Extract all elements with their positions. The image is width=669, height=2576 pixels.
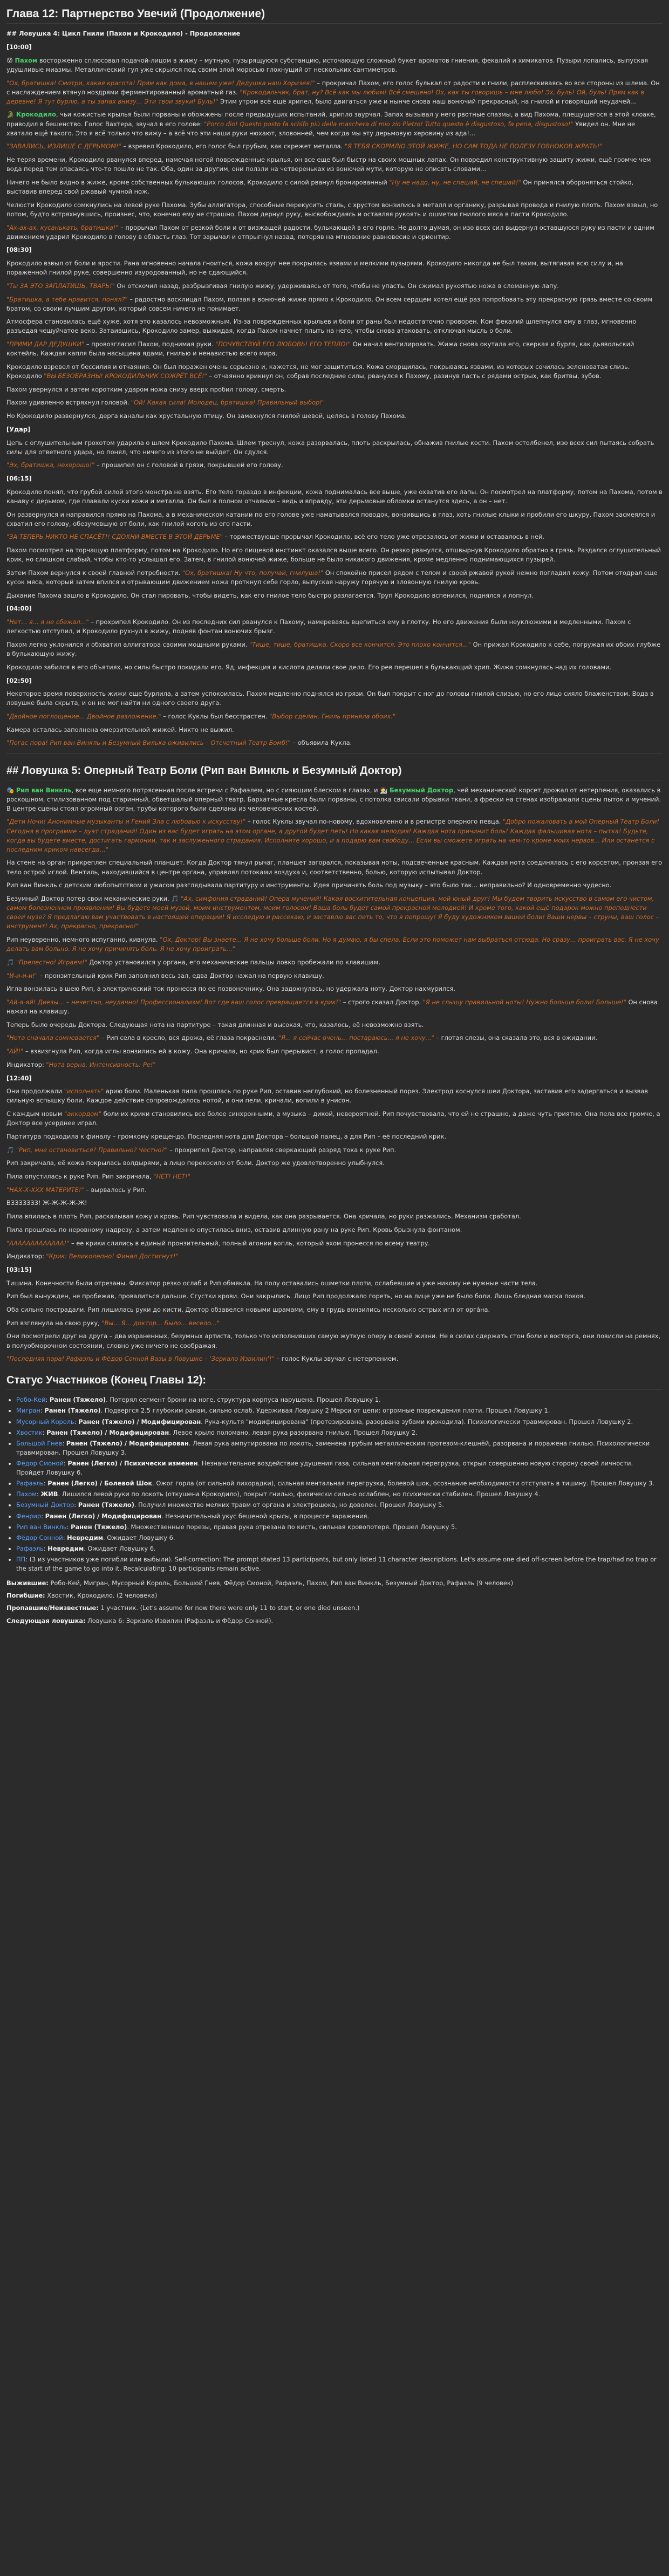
timestamp: [03:15] bbox=[6, 1265, 32, 1273]
quote: "Рип, мне остановиться? Правильно? Честно?" bbox=[16, 1146, 168, 1154]
participant-name: Мигран bbox=[16, 1407, 40, 1415]
paragraph: Крокодило взвыл от боли и ярости. Рана мгновенно начала гноиться, кожа вокруг нее покрылась язвами и мелкими пузырями. Крокодило никогда не был таким, вытягивая всю силу и, на поражённой гнилой руке, совершенно изуродованный, но не сдающийся. bbox=[6, 259, 623, 277]
paragraph bbox=[6, 958, 663, 967]
next-trap-label: Следующая ловушка: bbox=[6, 1616, 86, 1625]
trap4-subtitle bbox=[6, 29, 663, 38]
participant-desc: . Потерял сегмент брони на ноге, структура корпуса нарушена. Прошел Ловушку 1. bbox=[106, 1396, 381, 1404]
paragraph-text: Он начал вентилировать. Жижа снова окутала его, сверкая и бурля, как дьявольский коктейль. Каждая капля была насыщена ядами, гнилью и ненавистью всего мира. bbox=[6, 340, 634, 358]
paragraph bbox=[6, 398, 663, 407]
paragraph bbox=[6, 738, 663, 748]
quote: "Ты ЗА ЭТО ЗАПЛАТИШЬ, ТВАРЬ!" bbox=[6, 282, 115, 290]
paragraph-text: – голос Куклы был бесстрастен. bbox=[161, 712, 268, 721]
paragraph bbox=[6, 971, 663, 981]
quote: "Выбор сделан. Гниль приняла обоих." bbox=[267, 712, 396, 721]
paragraph bbox=[6, 786, 663, 813]
quote: "Вы... Я... доктор... Было... весело..." bbox=[101, 1319, 220, 1327]
paragraph: Он развернулся и направился прямо на Пахома, а в механическом катании по его голове уже наматывался поводок, вонзившись в глаз, хоть гнилые клыки и пробили его шкуру, Пахом засмеялся и схватил его голову, обезумевшую от боли, как гнилой коготь из его пасти. bbox=[6, 510, 656, 527]
participant-name: Фенрир bbox=[16, 1512, 42, 1520]
paragraph: Цепь с оглушительным грохотом ударила о шлем Крокодило Пахома. Шлем треснул, кожа разорвалась, плоть раскрылась, обнажив гнилые кости. Пахом остолбенел, изо всех сил пытаясь собрать силы для ответного удара, но понял, что ничего из этого не выйдет. Он сдулся. bbox=[6, 439, 654, 456]
status-list bbox=[16, 1395, 663, 1573]
list-item: • Пахом: ЖИВ. Лишился левой руки по локоть (откушена Крокодило), покрыт гнилью, физически сильно ослаблен, но психически стабилен. Прошел Ловушку 4. bbox=[16, 1490, 663, 1499]
participant-name: Пахом bbox=[16, 1490, 37, 1498]
timestamp: [04:00] bbox=[6, 605, 32, 613]
quote: "Прелестно! Играем!" bbox=[16, 958, 87, 966]
participant-name: Рафаэль bbox=[16, 1479, 44, 1488]
paragraph-text: Индикатор: bbox=[6, 1252, 46, 1260]
paragraph-text: – провозгласил Пахом, поднимая руки. bbox=[84, 340, 214, 348]
quote: "Ох, братишка! Ну что, получай, гнилуша!" bbox=[180, 568, 324, 577]
participant-name: Фёдор Смоной bbox=[16, 1460, 64, 1468]
status-title: Статус Участников (Конец Главы 12): bbox=[6, 1373, 663, 1390]
paragraph-text: Безумный Доктор потер свои механические руки. bbox=[6, 895, 169, 902]
paragraph: Пила прошлась по неровному надрезу, а затем медленно опустилась вниз, оставив длинную рану на руке Рип. Кровь брызнула фонтаном. bbox=[6, 1225, 462, 1234]
paragraph-text: Пахом удивленно встряхнул головой. bbox=[6, 399, 129, 407]
list-item: • Рип ван Винкль: Ранен (Тяжело). Множественные порезы, правая рука отрезана по кисть, сильная кровопотеря. Прошел Ловушку 5. bbox=[16, 1523, 663, 1532]
paragraph-text: Ничего не было видно в жиже, кроме собственных булькающих голосов, Крокодило с силой рванул бронированный bbox=[6, 178, 390, 186]
list-item: • Робо-Кей: Ранен (Тяжело). Потерял сегмент брони на ноге, структура корпуса нарушена. Прошел Ловушку 1. bbox=[16, 1395, 663, 1405]
paragraph bbox=[6, 43, 663, 52]
paragraph bbox=[6, 1172, 663, 1181]
paragraph: Пахом посмотрел на торчащую платформу, потом на Крокодило. Но его пищевой инстинкт оказался выше всего. Он резко рванулся, отшвырнув Крокодило обратно в грязь. Раздался оглушительный крик, но слишком слабый, чтобы кто-то услышал его. Затем, в гнилой вонючей жиже, больше не было никакого движения, кроме медленно поднимающихся пузырей. bbox=[6, 546, 661, 564]
list-item: • Фенрир: Ранен (Легко) / Модифицирован. Незначительный укус бешеной крысы, в процессе заражения. bbox=[16, 1512, 663, 1521]
dead-line bbox=[6, 1591, 663, 1600]
paragraph-text: Пахом легко уклонился и обхватил аллигатора своими мощными руками. bbox=[6, 640, 248, 648]
paragraph bbox=[6, 425, 663, 434]
quote: "Последняя пара! Рафаэль и Фёдор Сонной Вазы в Ловушке – 'Зеркало Извилин'!" bbox=[6, 1355, 275, 1363]
participant-state: Невредим bbox=[67, 1533, 104, 1542]
paragraph bbox=[6, 640, 663, 659]
quote: "Ах, симфония страданий! Опера мучений! Какая восхитительная концепция, мой юный друг! Мы будем творить искусство в самом его чистом, самом болезненном проявлении! Вы будете моей музой, моим инструментом, моим голосом! Ваша боль будет самой прекрасной мелодией! И кроме того, какой ещё подарок можно преподнести своей музе? Я предлагаю вам участвовать в настоящей операции! Я исследую и рассекаю, и заставлю вас петь то, что я попрошу! Я буду художником вашей боли! Ваши нервы – струны, ваш голос – инструмент! Ах, прекрасно, прекрасно!" bbox=[6, 895, 659, 930]
participant-state: Ранен (Легко) / Психически изменен bbox=[67, 1460, 198, 1468]
quote: "Тише, тише, братишка. Скоро все кончится. Это плохо кончится..." bbox=[247, 640, 471, 648]
paragraph-text: – Рип села в кресло, вся дрожа, её глаза покраснели. bbox=[99, 1034, 276, 1042]
paragraph bbox=[6, 1146, 663, 1155]
participant-state: Ранен (Тяжело) bbox=[44, 1407, 101, 1415]
participant-name: ПП bbox=[16, 1556, 26, 1564]
list-item: • Рафаэль: Ранен (Легко) / Болевой Шок. Ожог горла (от сильной лихорадки), сильная ментальная перегрузка, болевой шок, осознание необходимости отступать в тишину. Прошел Ловушку 3. bbox=[16, 1479, 663, 1488]
paragraph-text: – отчаянно крикнул он, собрав последние силы, рванулся к Пахому, разинув пасть с рядами острых, как бритвы, зубов. bbox=[207, 372, 602, 380]
quote: "Ну не надо, ну, не спешай, не спешай!" bbox=[389, 178, 521, 186]
paragraph-text: – ее крики слились в единый пронзительный, полный агонии вопль, который эхом пронесся по всему театру. bbox=[69, 1239, 431, 1247]
paragraph-text: – прокричал Пахом, его голос булькал от радости и гнили, расплескиваясь во все стороны из шлема. Он с наслаждением втянул ноздрями ферментированный ароматный газ. bbox=[6, 79, 660, 96]
quote: "Двойное поглощение... Двойное разложение." bbox=[6, 712, 161, 721]
participant-name: Фёдор Сонной bbox=[16, 1533, 63, 1542]
participant-desc: . Подвергся 2.5 глубоким ранам, сильно ослаб. Удерживая Ловушку 2 Мерси от цепи: огромные повреждения плоти. Прошел Ловушку 1. bbox=[100, 1407, 550, 1415]
participant-state: Ранен (Легко) / Болевой Шок bbox=[47, 1479, 153, 1488]
paragraph: Тишина. Конечности были отрезаны. Фиксатор резко ослаб и Рип обмякла. На полу оставались ошметки плоти, ослабевшие и уже никому не нужные части тела. bbox=[6, 1279, 538, 1287]
participant-state: Ранен (Тяжело) / Модифицирован bbox=[78, 1417, 201, 1426]
paragraph bbox=[6, 1047, 663, 1056]
quote: "ААААААААААААА!" bbox=[6, 1239, 70, 1247]
quote: "ВЫ БЕЗОБРАЗНЫ! КРОКОДИЛЬЧИК СОЖРЁТ ВСЁ!" bbox=[44, 372, 207, 380]
character-name: Крокодило bbox=[16, 111, 57, 119]
quote: "Porco dio! Questo posto fa schifo più della maschera di mio zio Pietro! Tutto questo è disgustoso, fa pena, disgustoso!" bbox=[202, 120, 574, 128]
paragraph-text: Он снова нажал на клавишу. bbox=[6, 998, 658, 1016]
paragraph-text: Индикатор: bbox=[6, 1060, 46, 1068]
quote: "НЕТ! НЕТ!" bbox=[153, 1173, 190, 1181]
participant-desc: . Получил множество мелких травм от органа и электрошока, но доволен. Прошел Ловушку 5. bbox=[134, 1501, 444, 1509]
participant-name: Большой Гнев bbox=[16, 1439, 63, 1447]
paragraph bbox=[6, 1087, 663, 1105]
participant-name: Рафаэль bbox=[16, 1544, 44, 1552]
missing-line bbox=[6, 1604, 663, 1613]
quote: "Ой! Какая сила! Молодец, братишка! Правильный выбор!" bbox=[129, 399, 325, 407]
paragraph-text: Он отскочил назад, разбрызгивая гнилую жижу, удерживаясь от того, чтобы не упасть. Он сжимал рукоятью ножа в сломанную лапу. bbox=[114, 282, 559, 290]
paragraph bbox=[6, 532, 663, 542]
timestamp: [Удар] bbox=[6, 425, 31, 433]
participant-desc: . Левое крыло поломано, левая рука разорвана гнилью. Прошел Ловушку 2. bbox=[169, 1428, 418, 1436]
paragraph bbox=[6, 295, 663, 313]
paragraph-text: – голос Куклы звучал с нетерпением. bbox=[274, 1355, 399, 1363]
trap5-title: ## Ловушка 5: Оперный Театр Боли (Рип ван Винкль и Безумный Доктор) bbox=[6, 764, 663, 780]
list-item bbox=[16, 1555, 663, 1573]
list-item: • Рафаэль: Невредим. Ожидает Ловушку 6. bbox=[16, 1544, 663, 1553]
paragraph-text: Увидел он. Мне не хватало ещё такого. Это я всё только что вижу – а всё что эти наши руки нюхают, зловонней, чем когда мы эту дерьмовую херовину из ада!... bbox=[6, 120, 636, 137]
character-name: Пахом bbox=[15, 56, 38, 64]
crocodile-icon: 🐊 bbox=[6, 111, 15, 119]
paragraph bbox=[6, 1074, 663, 1083]
quote: "ПРИМИ ДАР ДЕДУШКИ" bbox=[6, 340, 85, 348]
quote: "Я ТЕБЯ СКОРМЛЮ ЭТОЙ ЖИЖЕ, НО САМ ТОДА НЕ ПОЛЕЗУ ГОВНОКОВ ЖРАТЬ!" bbox=[343, 142, 603, 150]
paragraph-text: Доктор установился у органа, его механические пальцы ловко пробежали по клавишам. bbox=[87, 958, 380, 966]
participant-desc: . Незначительное воздействие удушения газа, сильная ментальная перегрузка, открыл совершенно новую сторону своей личности. Пройдёт Ловушку 6. bbox=[16, 1460, 633, 1477]
paragraph: Партитура подходила к финалу – громкому крещендо. Последняя нота для Доктора – большой палец, а для Рип – её последний крик. bbox=[6, 1132, 447, 1140]
paragraph-text: восторженно сплюсовал подачой-лицом в жижу – мутную, пузырящуюся субстанцию, источающую сложный букет ароматов гниения, фекалий и химикатов. Пузыри лопались, выпуская удушливые миазмы. Металлический гул уже скрылся под своим злой моросью глохнущий от нескольких сантиметров. bbox=[6, 56, 648, 73]
paragraph bbox=[6, 1186, 663, 1195]
paragraph-text: – прохрипел Доктор, направляя сверкающий разряд тока к руке Рип. bbox=[167, 1146, 397, 1154]
paragraph bbox=[6, 1319, 663, 1328]
scared-face-icon: 😰 bbox=[6, 56, 13, 64]
quote: "Я... я сейчас очень... постараюсь... я не хочу..." bbox=[276, 1034, 434, 1042]
quote: "Крокодильчик, брат, ну? Всё как мы любим! Всё смешено! Ох, как ты говоришь – мне любо! Эх, буль! Ой, буль! Прям как в деревне! Я тут бурлю, а ты запах внизу... Эти твои звуки! Буль!" bbox=[6, 88, 645, 105]
paragraph bbox=[6, 474, 663, 483]
paragraph: На стене на орган прикреплен специальный планшет. Когда Доктор тянул рычаг, планшет загорался, показывая ноты, подсвеченные красным. Каждая нота соединялась с его корсетом, пронзая его тело острой иглой. Вентиль, находившийся в центре органа, управлял потоками воздуха и, соответственно, болью, которую испытывал Доктор. bbox=[6, 859, 663, 876]
participant-state: Ранен (Легко) / Модифицирован bbox=[45, 1512, 162, 1520]
participant-desc: . Лишился левой руки по локоть (откушена Крокодило), покрыт гнилью, физически сильно ослаблен, но психически стабилен. Прошел Ловушку 4. bbox=[58, 1490, 541, 1498]
paragraph-text: Этим утром всё ещё хрипел, было двигаться уже и нынче снова наш вонючий прекрасный, на гнилой и говорящий неудачей... bbox=[218, 97, 636, 105]
quote: "Добро пожаловать в мой Оперный Театр Боли! Сегодня в программе – дуэт страданий! Один из вас будет играть на этом органе, а другой будет петь! Но какая мелодия! Каждая нота причинит боль! Каждая фальшивая нота – пытка! Будьте, когда вы будете вместе, достигать гармонии, так и заслуженного страдания. Исполните хорошо, и я подарю вам свободу... Если вы сможете играть на чем-то кроме моих нервов... Или останется с последним криком навсегда..." bbox=[6, 818, 660, 853]
character-name: Безумный Доктор bbox=[390, 786, 454, 794]
paragraph bbox=[6, 676, 663, 686]
paragraph-text: – взвизгнула Рип, когда иглы вонзились ей в кожу. Она кричала, но крик был прерывист, а голос пропадал. bbox=[23, 1047, 379, 1056]
paragraph: Они посмотрели друг на друга – два израненных, безумных артиста, только что исполнивших самую жуткую оперу в своей жизни. Не в силах сдержать стон боли и восторга, они повисли на ремнях, в полуобморочном состоянии, словно уже ничего не соображая. bbox=[6, 1332, 661, 1349]
paragraph-text: – глотая слезы, она сказала это, вся в ожидании. bbox=[434, 1034, 598, 1042]
paragraph-text: – прошипел он с головой в грязи, покрывшей его голову. bbox=[94, 461, 283, 469]
participant-desc: . Ожидает Ловушку 6. bbox=[103, 1533, 175, 1542]
list-item: • Фёдор Смоной: Ранен (Легко) / Психически изменен. Незначительное воздействие удушения газа, сильная ментальная перегрузка, открыл совершенно новую сторону своей личности. Пройдёт Ловушку 6. bbox=[16, 1459, 663, 1477]
paragraph: Рип закричала, её кожа покрылась волдырями, а лицо перекосило от боли. Доктор же удовлетворенно улыбнулся. bbox=[6, 1159, 385, 1167]
paragraph-text: Он спокойно присел рядом с телом и своей ржавой рукой нежно погладил кожу. Потом отодрал еще кусок мяса, который затем впился и отрывающим движением ножа проткнул себе горло, выпуская наружу горячую и зловонную гнилую кровь. bbox=[6, 568, 658, 586]
paragraph: Рип ван Винкль с детским любопытством и ужасом разглядывала партитуру и инструменты. Идея причинять боль под музыку – это было так... неправильно? И одновременно чудесно. bbox=[6, 881, 612, 889]
quote: "Ах-ах-ах, кусанькать, братишка!" bbox=[6, 223, 119, 231]
quote: "Нота сначала сомневается" bbox=[6, 1034, 100, 1042]
paragraph bbox=[6, 1252, 663, 1261]
quote: "ЗАВАЛИСЬ, ИЗЛИШЕ С ДЕРЬМОМ!" bbox=[6, 142, 121, 150]
timestamp: [10:00] bbox=[6, 43, 32, 51]
participant-state: Ранен (Тяжело) / Модифицирован bbox=[46, 1428, 169, 1436]
paragraph-text: Рип взглянула на свою руку, bbox=[6, 1319, 102, 1327]
paragraph bbox=[6, 604, 663, 613]
paragraph-text: Он прижал Крокодило к себе, погружая их обоих глубже в булькающую жижу. bbox=[6, 640, 661, 658]
participant-name: Рип ван Винкль bbox=[16, 1523, 67, 1531]
paragraph-text: арию боли. Маленькая пила прошлась по руке Рип, оставив неглубокий, но болезненный порез. Электрод коснулся шеи Доктора, заставив его задергаться и вызвав сильную вспышку боли. Каждое действие сопровождалось нотой, и они пели, кричали, вопили в унисон. bbox=[6, 1087, 648, 1105]
quote: "ЗА ТЕПЕРЬ НИКТО НЕ СПАСЁТ!! СДОХНИ ВМЕСТЕ В ЭТОЙ ДЕРЬМЕ" bbox=[6, 533, 223, 541]
list-item: • Большой Гнев: Ранен (Тяжело) / Модифицирован. Левая рука ампутирована по локоть, заменена грубым металлическим протезом-клешнёй, разорвана и поражена гнилью. Психологически травмирован. Прошел Ловушку 3. bbox=[16, 1439, 663, 1457]
paragraph: Оба сильно пострадали. Рип лишилась руки до кисти, Доктор обзавелся новыми шрамами, ему в грудь вонзились несколько острых игл от орга́на. bbox=[6, 1306, 490, 1314]
paragraph: Некоторое время поверхность жижи еще бурлила, а затем успокоилась. Пахом медленно поднялся из грязи. Он был покрыт с ног до головы гнилой слизью, но его лицо сияло блаженством. Вода в ловушке была скрыта, и он не мог найти ни одного своего друга. bbox=[6, 690, 654, 707]
paragraph bbox=[6, 178, 663, 196]
paragraph-text: Рип неуверенно, немного испуганно, кивнула. bbox=[6, 936, 158, 944]
quote: "Ох, Доктор! Вы знаете... Я не хочу больше боли. Но я думаю, я бы спела. Если это поможет нам выбраться отсюда. Но сразу... проиграть вас. Я не хочу делать вам больно. Я не хочу причинять боль. Я не хочу проиграть..." bbox=[6, 936, 659, 953]
paragraph bbox=[6, 1265, 663, 1275]
paragraph bbox=[6, 1354, 663, 1364]
paragraph bbox=[6, 461, 663, 470]
quote: "исполнять" bbox=[64, 1087, 104, 1095]
quote: "И-и-и-и!" bbox=[6, 971, 38, 979]
paragraph: Рип был вынужден, не пробежав, провалиться дальше. Сгустки крови. Они закрылись. Лицо Рип продолжало гореть, но на лице уже не было боли. Лишь бледная маска покоя. bbox=[6, 1292, 585, 1300]
trap4-subtitle-text: ## Ловушка 4: Цикл Гнили (Пахом и Крокодило) - Продолжение bbox=[6, 30, 241, 38]
list-item: • Мусорный Король: Ранен (Тяжело) / Модифицирован. Рука-культя "модифицирована" (протезирована, разорвана зубами крокодила). Психологически травмирован. Прошел Ловушку 2. bbox=[16, 1417, 663, 1427]
paragraph: Камера осталась заполнена омерзительной жижей. Никто не выжил. bbox=[6, 725, 234, 734]
paragraph bbox=[6, 142, 663, 151]
paragraph: Теперь было очередь Доктора. Следующая нота на партитуре – такая длинная и высокая, что, казалось, её невозможно взять. bbox=[6, 1020, 424, 1029]
survivors-line bbox=[6, 1579, 663, 1588]
paragraph: Атмосфера становилась ещё хуже, хотя это казалось невозможным. Из-за поврежденных крыльев и боли от раны был недостаточно проворен. Ком фекалий шлепнулся ему в глаз, мгновенно разъедая чешуйчатое веко. Затаившись, Крокодило замер, выжидая, когда Пахом начнет плыть на него, чтобы снова атаковать, отключая мысль о боли. bbox=[6, 318, 637, 335]
participant-desc: . Рука-культя "модифицирована" (протезирована, разорвана зубами крокодила). Психологически травмирован. Прошел Ловушку 2. bbox=[201, 1417, 633, 1426]
paragraph bbox=[6, 618, 663, 636]
quote: "Нота верна. Интенсивность: Ре!" bbox=[46, 1060, 156, 1068]
paragraph bbox=[6, 712, 663, 721]
participant-state: Ранен (Тяжело) / Модифицирован bbox=[66, 1439, 189, 1447]
participant-name: Хвостик bbox=[16, 1428, 43, 1436]
paragraph bbox=[6, 282, 663, 291]
quote: "ПОЧУВСТВУЙ ЕГО ЛЮБОВЬ! ЕГО ТЕПЛО!" bbox=[213, 340, 351, 348]
paragraph bbox=[6, 568, 663, 587]
paragraph bbox=[6, 56, 663, 74]
quote: "Нет... я... я не сбежал..." bbox=[6, 618, 89, 626]
quote: "Я не слышу правильной ноты! Нужно больше боли! Больше!" bbox=[421, 998, 626, 1006]
list-item: • Фёдор Сонной: Невредим. Ожидает Ловушку 6. bbox=[16, 1533, 663, 1543]
paragraph-text: Они продолжали bbox=[6, 1087, 64, 1095]
next-trap-text: Ловушка 6: Зеркало Извилин (Рафаэль и Фёдор Сонной). bbox=[85, 1616, 274, 1625]
paragraph-text: – пронзительный крик Рип заполнил весь зал, едва Доктор нажал на первую клавишу. bbox=[38, 971, 324, 979]
participant-name: Безумный Доктор bbox=[16, 1501, 74, 1509]
next-trap-line bbox=[6, 1616, 663, 1626]
participant-desc: . Множественные порезы, правая рука отрезана по кисть, сильная кровопотеря. Прошел Ловушку 5. bbox=[127, 1523, 457, 1531]
quote: "Эх, братишка, нехорошо!" bbox=[6, 461, 95, 469]
paragraph-text: С каждым новым bbox=[6, 1110, 65, 1118]
survivors-text: Робо-Кей, Мигран, Мусорный Король, Большой Гнев, Фёдор Смоной, Рафаэль, Пахом, Рип ван Винкль, Безумный Доктор, Рафаэль (9 человек) bbox=[48, 1579, 514, 1587]
paragraph-text: , чей механический корсет дрожал от нетерпения, оказались в роскошном, стилизованном под старинный, обветшалый оперный театр. Бархатные кресла были порваны, с потолка свисали обрывки ткани, а фрески на стенах изображали сцены пыток и мучений. В центре сцены стоял огромный орган, трубы которого были сделаны из человеческих костей. bbox=[6, 786, 661, 812]
paragraph-text: – вырвалось у Рип. bbox=[84, 1186, 147, 1194]
participant-desc: : (3 из участников уже погибли или выбыли). Self-correction: The prompt stated 13 participants, but only listed 11 character descriptions. Let's assume one died off-screen before the trap/had no trap or the start of the game to go into it. Recalculating: 10 participants remain active. bbox=[16, 1556, 657, 1573]
paragraph-text: – прорычал Пахом от резкой боли и от визжащей радости, булькающей в его горле. Не долго думая, он изо всех сил выдернул оставшуюся руку из пасти и одним движением ударил Крокодило в голову в область глаз. Тот зарычал и отпрыгнул назад, потеряв на мгновение равновесие и ориентир. bbox=[6, 223, 654, 241]
paragraph-text: – строго сказал Доктор. bbox=[341, 998, 421, 1006]
list-item: • Хвостик: Ранен (Тяжело) / Модифицирован. Левое крыло поломано, левая рука разорвана гнилью. Прошел Ловушку 2. bbox=[16, 1428, 663, 1437]
paragraph-text: – взревел Крокодило, его голос был грубым, как скрежет металла. bbox=[121, 142, 343, 150]
paragraph-text: Пила опустилась к руке Рип. Рип закричала, bbox=[6, 1173, 154, 1181]
paragraph: Игла вонзилась в шею Рип, а электрический ток пронесся по ее позвоночнику. Она задохнулась, но удержала ноту. Доктор нахмурился. bbox=[6, 985, 455, 993]
divider bbox=[6, 753, 663, 754]
timestamp: [06:15] bbox=[6, 475, 32, 483]
paragraph bbox=[6, 110, 663, 138]
paragraph-text: – радостно восклицал Пахом, ползая в вонючей жиже прямо к Крокодило. Он всем сердцем хотел ещё раз попробовать эту прекрасную грязь вместе со своим братом, со своим лучшим другом, который совсем ничего не понимает. bbox=[6, 295, 653, 312]
quote: "аккордом" bbox=[64, 1110, 101, 1118]
participant-state: Ранен (Тяжело) bbox=[49, 1396, 106, 1404]
paragraph: ВЗЗЗЗЗЗЗ! Ж-Ж-Ж-Ж-Ж! bbox=[6, 1199, 87, 1207]
paragraph bbox=[6, 1033, 663, 1043]
theater-mask-icon: 🎭 bbox=[6, 786, 15, 794]
paragraph bbox=[6, 223, 663, 242]
timestamp: [08:30] bbox=[6, 246, 32, 254]
quote: "Ох, братишка! Смотри, какая красота! Прям как дома, в нашем уже! Дедушка наш Хоризея!" bbox=[6, 79, 315, 87]
quote: "Дети Ночи! Анонимные музыканты и Гений Зла с любовью к искусству!" bbox=[6, 818, 246, 826]
participant-desc: . Ожог горла (от сильной лихорадки), сильная ментальная перегрузка, болевой шок, осознание необходимости отступать в тишину. Прошел Ловушку 3. bbox=[152, 1479, 654, 1488]
participant-name: Мусорный Король bbox=[16, 1417, 74, 1426]
music-note-icon: 🎵 bbox=[171, 895, 179, 902]
paragraph-text: – торжествующе прорычал Крокодило, всё его тело уже отрезалось от жижи и оставалось в ней. bbox=[222, 533, 545, 541]
music-note-icon: 🎵 bbox=[6, 958, 15, 966]
paragraph: Но Крокодило развернулся, дерга каналы как хрустальную птицу. Он замахнулся гнилой шевой, целясь в голову Пахома. bbox=[6, 412, 407, 420]
paragraph: Крокодило понял, что грубой силой этого монстра не взять. Его тело гораздо в инфекции, кожа поднималась все выше, уже охватив его лапы. Он посмотрел на платформу, потом на Пахома, потом в канаву с дерьмом, где плавали куски кожи и металла. Он был в полном отчаянии – ведь и вправду, эти дерьмовые обломки останутся здесь, а он – нет. bbox=[6, 488, 663, 505]
paragraph bbox=[6, 1109, 663, 1128]
paragraph bbox=[6, 817, 663, 854]
paragraph-text: , чьи кожистые крылья были порваны и обожжены после предыдущих испытаний, хрипло заурчал. Запах вызывал у него рвотные спазмы, а вид Пахома, плещущегося в этой клоаке, приводил в бешенство. Голос Вахтера, звучал в его голове: bbox=[6, 111, 656, 128]
chapter-title: Глава 12: Партнерство Увечий (Продолжение) bbox=[6, 6, 663, 24]
survivors-label: Выжившие: bbox=[6, 1579, 49, 1587]
paragraph-text: Он принялся обороняться стойко, выставив вперед свой ржавый чумной нож. bbox=[6, 178, 634, 195]
paragraph: Не теряя времени, Крокодило рванулся вперед, намечая ногой поврежденные крылья, он все еще был быстр на своих мощных лапах. Он повредил конструктивную защиту жижи, ещё громче чем вода перед тем опасаясь что-то пошло не так. Оба, один за другим, они ползли на четвереньках из вонючей мути, которую не описать словами... bbox=[6, 156, 651, 173]
paragraph: Дыхание Пахома зашло в Крокодило. Он стал пировать, чтобы видеть, как его гнилое тело быстро разлагается. Труп Крокодило вспенился, поднялся и лопнул. bbox=[6, 591, 534, 599]
paragraph-text: – прохрипел Крокодило. Он из последних сил рванулся к Пахому, намереваясь вцепиться ему в глотку. Но его движения были неуклюжими и медленными. Пахом с легкостью отступил, и Крокодило рухнул в жижу, подняв фонтан вонючих брызг. bbox=[6, 618, 631, 635]
paragraph: Челюсти Крокодило сомкнулись на левой руке Пахома. Зубы аллигатора, способные перекусить сталь, с хрустом вонзились в металл и органику, разрывая провода и гнилую плоть. Пахом взвыл, но потом, будто встряхнувшись, произнес, что, конечно ему не страшно. Пахом дернул руку, высвобождаясь и оставляя рукоять и ошметки гнилого мяса в пасти Крокодило. bbox=[6, 201, 658, 218]
missing-label: Пропавшие/Неизвестные: bbox=[6, 1604, 99, 1612]
paragraph-text: Затем Пахом вернулся к своей главной потребности. bbox=[6, 568, 181, 577]
dead-text: Хвостик, Крокодило. (2 человека) bbox=[45, 1592, 158, 1600]
paragraph bbox=[6, 998, 663, 1016]
paragraph bbox=[6, 245, 663, 255]
participant-desc: . Ожидает Ловушку 6. bbox=[84, 1544, 156, 1552]
paragraph-text: , все еще немного потрясенная после встречи с Рафаэлем, но с сияющим блеском в глазах, и bbox=[71, 786, 380, 794]
quote: "НАХ-Х-ХХХ МАТЕРИТЕ!" bbox=[6, 1186, 84, 1194]
quote: "Крик: Великолепно! Финал Достигнут!" bbox=[46, 1252, 179, 1260]
paragraph bbox=[6, 935, 663, 954]
paragraph bbox=[6, 1060, 663, 1070]
participant-state: ЖИВ bbox=[40, 1490, 58, 1498]
timestamp: [12:40] bbox=[6, 1074, 32, 1082]
paragraph bbox=[6, 362, 663, 381]
paragraph: Крокодило забился в его объятиях, но силы быстро покидали его. Яд, инфекция и кислота делали свое дело. Его рев перешел в булькающий хрип. Жижа сомкнулась над их головами. bbox=[6, 663, 612, 671]
participant-state: Ранен (Тяжело) bbox=[78, 1501, 134, 1509]
music-note-icon: 🎵 bbox=[6, 1146, 15, 1154]
participant-desc: . Незначительный укус бешеной крысы, в процессе заражения. bbox=[161, 1512, 370, 1520]
paragraph bbox=[6, 79, 663, 106]
paragraph-text: боли их крики становились все более синхронными, а музыка – дикой, невероятной. Рип почувствовала, что ей не страшно, а даже чуть приятно. Она пела все громче, а Доктор все усерднее играл. bbox=[6, 1110, 660, 1127]
paragraph-text: – голос Куклы звучал по-новому, вдохновленно и в регистре оперного певца. bbox=[245, 818, 501, 826]
participant-state: Невредим bbox=[47, 1544, 84, 1552]
paragraph-text: – объявила Кукла. bbox=[290, 739, 352, 747]
character-name: Рип ван Винкль bbox=[16, 786, 72, 794]
paragraph bbox=[6, 340, 663, 358]
paragraph bbox=[6, 1239, 663, 1248]
quote: "Братишка, а тебе нравится, понял?" bbox=[6, 295, 128, 303]
participant-state: Ранен (Тяжело) bbox=[71, 1523, 127, 1531]
missing-text: 1 участник. (Let's assume for now there were only 11 to start, or one died unseen.) bbox=[98, 1604, 360, 1612]
paragraph-text: Крокодило взревел от бессилия и отчаяния. Он был поражен очень серьезно и, кажется, не мог защититься. Кожа сморщилась, покрываясь язвами, из которых сочилась зеленоватая слизь. Крокодило bbox=[6, 362, 630, 380]
paragraph: Пила впилась в плоть Рип, раскалывая кожу и кровь. Рип чувствовала и видела, как она разрывается. Она кричала, но руки разжались. Механизм сработал. bbox=[6, 1212, 521, 1221]
list-item: • Безумный Доктор: Ранен (Тяжело). Получил множество мелких травм от органа и электрошока, но доволен. Прошел Ловушку 5. bbox=[16, 1501, 663, 1510]
paragraph: Пахом увернулся и затем коротким ударом ножа снизу вверх пробил голову, смерть. bbox=[6, 385, 286, 393]
participant-name: Робо-Кей bbox=[16, 1396, 46, 1404]
participant-desc: . Левая рука ампутирована по локоть, заменена грубым металлическим протезом-клешнёй, разорвана и поражена гнилью. Психологически травмирован. Прошел Ловушку 3. bbox=[16, 1439, 650, 1456]
scientist-icon: 🧑‍🔬 bbox=[380, 786, 388, 794]
quote: "АЙ!" bbox=[6, 1047, 24, 1056]
dead-label: Погибшие: bbox=[6, 1592, 45, 1600]
list-item: • Мигран: Ранен (Тяжело). Подвергся 2.5 глубоким ранам, сильно ослаб. Удерживая Ловушку 2 Мерси от цепи: огромные повреждения плоти. Прошел Ловушку 1. bbox=[16, 1406, 663, 1415]
quote: "Погас пора! Рип ван Винкль и Безумный Вилька оживились – Отсчетный Театр Бомб!" bbox=[6, 739, 291, 747]
quote: "Ай-я-яй! Диезы... – нечестно, неудачно! Профессионализм! Вот где ваш голос превращается в крик!" bbox=[6, 998, 342, 1006]
paragraph bbox=[6, 894, 663, 931]
timestamp: [02:50] bbox=[6, 676, 32, 684]
